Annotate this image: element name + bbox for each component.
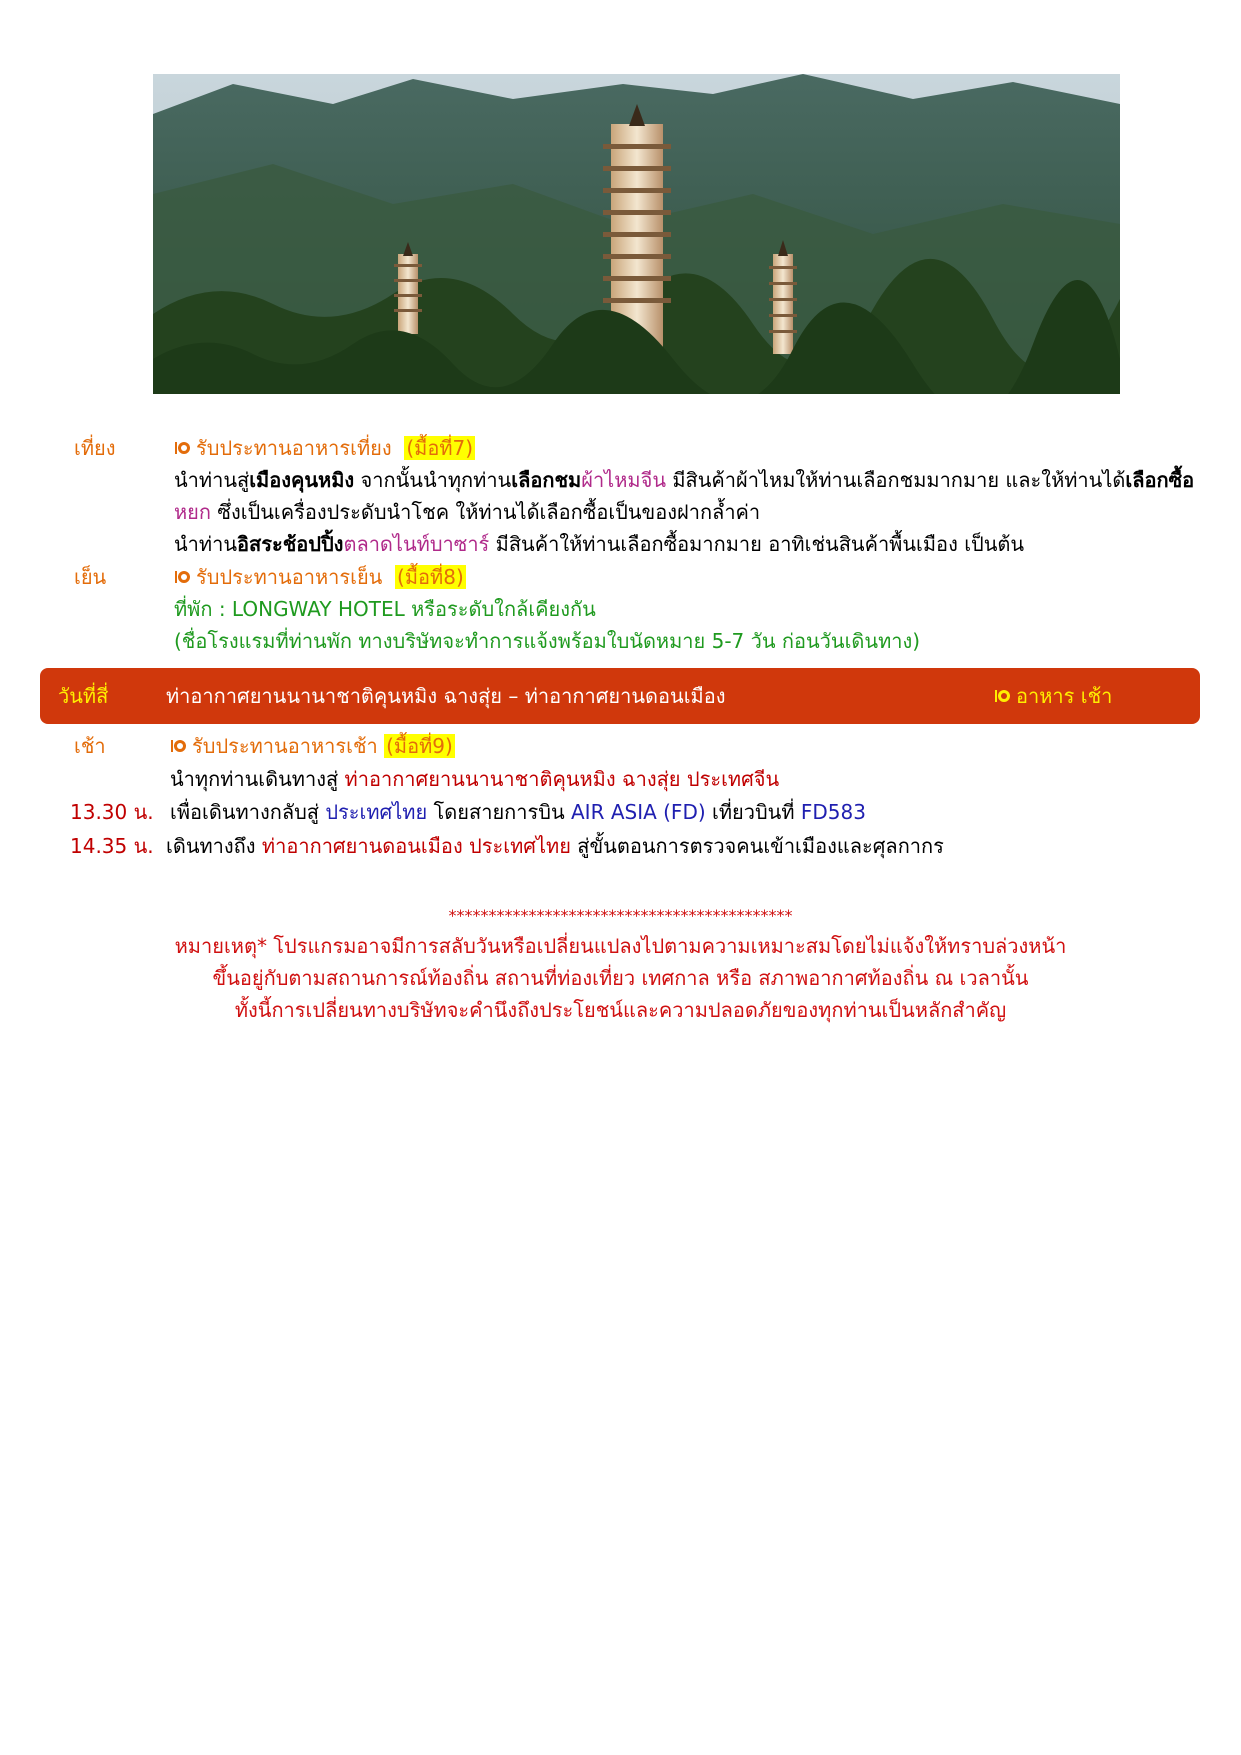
time-label-dinner: เย็น xyxy=(74,565,107,589)
day-route: ท่าอากาศยานนานาชาติคุนหมิง ฉางสุ่ย – ท่าอากาศยานดอนเมือง xyxy=(166,684,726,708)
departure-line xyxy=(170,796,866,828)
country-text: ประเทศไทย xyxy=(325,800,428,824)
time-label-lunch: เที่ยง xyxy=(74,436,116,460)
dinner-meal-text: รับประทานอาหารเย็น xyxy=(196,565,383,589)
text: สู่ขั้นตอนการตรวจคนเข้าเมืองและศุลกากร xyxy=(570,834,944,858)
breakfast-line-1 xyxy=(170,763,779,795)
text: เดินทางถึง xyxy=(166,834,262,858)
day-meals-text: อาหาร เช้า xyxy=(1016,684,1113,708)
dinner-meal-number: (มื้อที่8) xyxy=(397,565,464,589)
remark-line-2: ขึ้นอยู่กับตามสถานการณ์ท้องถิ่น สถานที่ท่องเที่ยว เทศกาล หรือ สภาพอากาศท้องถิ่น ณ เวลานั้น xyxy=(212,966,1029,990)
day-header-band xyxy=(40,668,1200,724)
bold-text: เลือกซื้อ xyxy=(1125,468,1195,492)
text: เพื่อเดินทางกลับสู่ xyxy=(170,800,326,824)
day-meals xyxy=(994,680,1112,712)
text: โดยสายการบิน xyxy=(427,800,571,824)
three-pagodas-photo xyxy=(153,74,1120,394)
text: นำทุกท่านเดินทางสู่ xyxy=(170,767,345,791)
airport-text: ท่าอากาศยานนานาชาติคุนหมิง ฉางสุ่ย ประเทศจีน xyxy=(344,767,780,791)
day-number: วันที่สี่ xyxy=(58,684,109,708)
hotel-note: (ชื่อโรงแรมที่ท่านพัก ทางบริษัทจะทำการแจ้งพร้อมใบนัดหมาย 5-7 วัน ก่อนวันเดินทาง) xyxy=(174,629,921,653)
destination-text: ท่าอากาศยานดอนเมือง ประเทศไทย xyxy=(261,834,571,858)
airline-text: AIR ASIA (FD) xyxy=(570,800,706,824)
hotel-line: ที่พัก : LONGWAY HOTEL หรือระดับใกล้เคียงกัน xyxy=(174,597,596,621)
meal-plate-icon xyxy=(174,439,192,457)
flight-number: FD583 xyxy=(800,800,866,824)
jade-text: หยก xyxy=(174,500,212,524)
lunch-meal-text: รับประทานอาหารเที่ยง xyxy=(196,436,392,460)
bold-text: อิสระช้อปปิ้ง xyxy=(237,532,344,556)
time-label-arrival: 14.35 น. xyxy=(70,834,154,858)
dinner-meal-row xyxy=(174,561,466,593)
text: ซึ่งเป็นเครื่องประดับนำโชค ให้ท่านได้เลือกซื้อเป็นของฝากล้ำค่า xyxy=(211,500,761,524)
breakfast-meal-text: รับประทานอาหารเช้า xyxy=(192,734,378,758)
arrival-line xyxy=(166,830,944,862)
lunch-meal-row xyxy=(174,432,475,464)
meal-plate-icon xyxy=(174,568,192,586)
text: นำท่านสู่ xyxy=(174,468,250,492)
lunch-line-2 xyxy=(174,496,760,528)
remark-line-1: หมายเหตุ* โปรแกรมอาจมีการสลับวันหรือเปลี่ยนแปลงไปตามความเหมาะสมโดยไม่แจ้งให้ทราบล่วงหน้า xyxy=(174,934,1067,958)
bold-text: เมืองคุนหมิง xyxy=(249,468,355,492)
meal-plate-icon xyxy=(994,687,1012,705)
lunch-line-1 xyxy=(174,464,1194,496)
text: มีสินค้าให้ท่านเลือกซื้อมากมาย อาทิเช่นสินค้าพื้นเมือง เป็นต้น xyxy=(489,532,1025,556)
text: จากนั้นนำทุกท่าน xyxy=(354,468,512,492)
lunch-meal-number: (มื้อที่7) xyxy=(406,436,474,460)
breakfast-meal-row xyxy=(170,730,455,762)
text: เที่ยวบินที่ xyxy=(705,800,801,824)
time-label-breakfast: เช้า xyxy=(74,734,106,758)
meal-plate-icon xyxy=(170,737,188,755)
breakfast-meal-number: (มื้อที่9) xyxy=(386,734,453,758)
remark-line-3: ทั้งนี้การเปลี่ยนทางบริษัทจะคำนึงถึงประโยชน์และความปลอดภัยของทุกท่านเป็นหลักสำคัญ xyxy=(234,998,1007,1022)
text: มีสินค้าผ้าไหมให้ท่านเลือกชมมากมาย และให้ท่านได้ xyxy=(665,468,1126,492)
text: นำท่าน xyxy=(174,532,237,556)
silk-text: ผ้าไหมจีน xyxy=(581,468,666,492)
time-label-departure: 13.30 น. xyxy=(70,800,154,824)
lunch-line-3 xyxy=(174,528,1024,560)
bold-text: เลือกชม xyxy=(511,468,582,492)
night-bazaar-text: ตลาดไนท์บาซาร์ xyxy=(343,532,490,556)
separator-stars: ******************************************* xyxy=(448,906,793,925)
